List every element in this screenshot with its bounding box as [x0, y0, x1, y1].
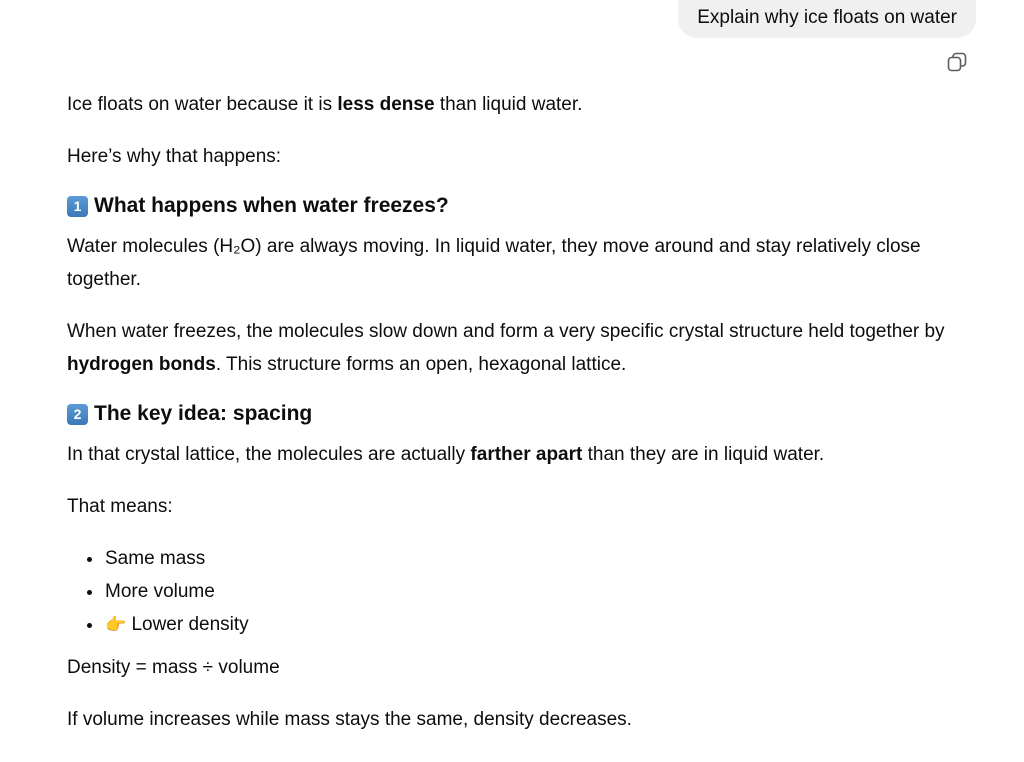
list-item: • More volume [104, 575, 977, 608]
density-formula: Density = mass ÷ volume [67, 657, 280, 678]
section-2-paragraph-1: In that crystal lattice, the molecules are actually farther apart than they are in liquid water. [67, 444, 825, 465]
list-item: • Same mass [104, 542, 977, 575]
section-1-paragraph-1: Water molecules (H₂O) are always moving. In liquid water, they move around and stay relatively close together. [67, 236, 921, 290]
consequence-list [67, 542, 977, 641]
farther-apart-emphasis: farther apart [470, 444, 583, 465]
section-2-title: The key idea: spacing [94, 402, 313, 425]
copy-button[interactable] [945, 50, 969, 74]
hydrogen-bonds-emphasis: hydrogen bonds [67, 354, 216, 375]
that-means-line: That means: [67, 496, 173, 517]
less-dense-emphasis: less dense [337, 94, 435, 115]
keycap-one-icon: 1 [67, 196, 88, 217]
conclusion-paragraph: If volume increases while mass stays the same, density decreases. [67, 709, 632, 730]
section-1-title: What happens when water freezes? [94, 194, 449, 217]
list-item: • 👉 Lower density [104, 608, 977, 641]
pointing-hand-icon: 👉 [105, 615, 127, 634]
keycap-two-icon: 2 [67, 404, 88, 425]
why-line: Here’s why that happens: [67, 146, 282, 167]
user-message-bubble: Explain why ice floats on water [678, 0, 976, 38]
copy-icon [945, 50, 969, 74]
section-1-paragraph-2: When water freezes, the molecules slow down and form a very specific crystal structure held together by hydrogen bonds. This structure forms an open, hexagonal lattice. [67, 321, 945, 375]
section-2-heading [67, 400, 977, 428]
intro-paragraph: Ice floats on water because it is less dense than liquid water. [67, 94, 583, 115]
assistant-answer [67, 88, 977, 736]
section-1-heading [67, 192, 977, 220]
